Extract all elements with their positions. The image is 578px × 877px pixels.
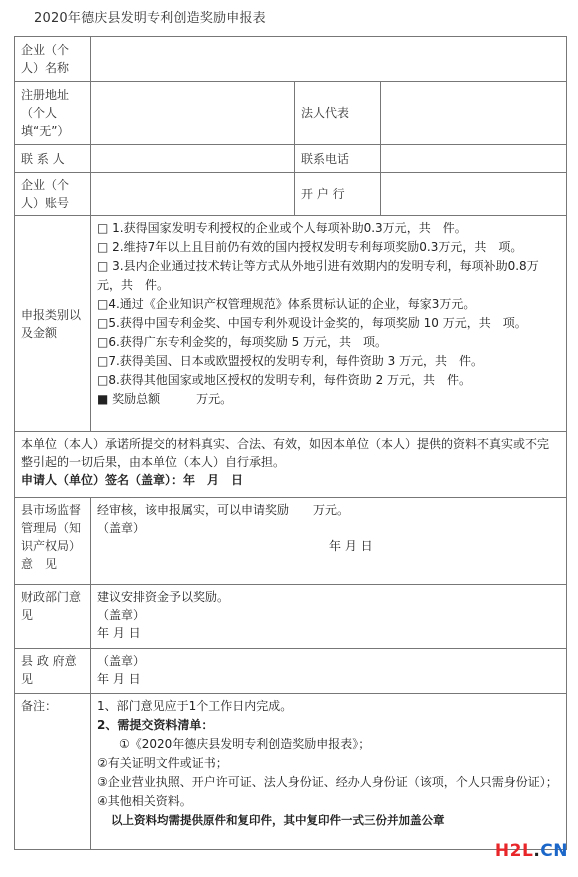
notes-label: 备注： [15,694,91,850]
finance-opinion-cell [91,585,567,649]
note-item-1: 1、部门意见应于1个工作日内完成。 [97,699,293,713]
pledge-cell [15,432,567,498]
category-item-5[interactable]: □5.获得中国专利金奖、中国专利外观设计金奖的，每项奖励 10 万元，共 项。 [97,316,527,330]
category-list [91,216,567,432]
note-item-4: ②有关证明文件或证书； [97,756,228,770]
watermark-part-1: H2L [494,841,534,861]
government-label: 县 政 府意 见 [15,649,91,694]
market-label: 县市场监督管理局（知识产权局）意 见 [15,498,91,585]
phone-value[interactable] [381,145,567,173]
row-account [15,173,567,216]
row-categories [15,216,567,432]
address-value[interactable] [91,82,295,145]
form-title: 2020年德庆县发明专利创造奖励申报表 [34,11,266,26]
finance-label: 财政部门意 见 [15,585,91,649]
pledge-signature-line: 申请人（单位）签名（盖章）：年 月 日 [21,473,244,487]
bank-label: 开 户 行 [295,173,381,216]
category-item-7[interactable]: □7.获得美国、日本或欧盟授权的发明专利，每件资助 3 万元，共 件。 [97,354,484,368]
market-date: 年 月 日 [329,539,373,553]
address-label: 注册地址（个人填“无”） [15,82,91,145]
category-item-4[interactable]: □4.通过《企业知识产权管理规范》体系贯标认证的企业，每家3万元。 [97,297,476,311]
row-contact [15,145,567,173]
application-form-table [14,36,567,850]
category-label: 申报类别以及金额 [15,216,91,432]
category-item-3[interactable]: □ 3.县内企业通过技术转让等方式从外地引进有效期内的发明专利，每项补助0.8万元，共 件。 [97,259,539,292]
market-opinion-text: 经审核，该申报属实，可以申请奖励 万元。 [97,503,350,517]
category-item-2[interactable]: □ 2.维持7年以上且目前仍有效的国内授权发明专利每项奖励0.3万元，共 项。 [97,240,523,254]
applicant-name-value[interactable] [91,37,567,82]
category-item-8[interactable]: □8.获得其他国家或地区授权的发明专利，每件资助 2 万元，共 件。 [97,373,472,387]
finance-seal: （盖章） [97,608,146,622]
note-item-5: ③企业营业执照、开户许可证、法人身份证、经办人身份证（该项，个人只需身份证）； [97,775,558,789]
finance-date: 年 月 日 [97,626,141,640]
row-finance-opinion [15,585,567,649]
category-total: ■ 奖励总额 万元。 [97,392,233,406]
watermark-part-3: CN [540,841,568,861]
row-government-opinion [15,649,567,694]
row-notes [15,694,567,850]
site-watermark [495,841,568,861]
row-market-opinion [15,498,567,585]
notes-cell [91,694,567,850]
category-item-6[interactable]: □6.获得广东专利金奖的，每项奖励 5 万元，共 项。 [97,335,388,349]
note-item-7: 以上资料均需提供原件和复印件，其中复印件一式三份并加盖公章 [111,813,445,827]
finance-opinion-text: 建议安排资金予以奖励。 [97,590,230,604]
note-item-2: 2、需提交资料清单： [97,718,214,732]
account-label: 企业（个人）账号 [15,173,91,216]
market-seal: （盖章） [97,521,146,535]
government-date: 年 月 日 [97,672,141,686]
row-pledge [15,432,567,498]
watermark-dot: . [533,841,541,861]
account-value[interactable] [91,173,295,216]
contact-label: 联 系 人 [15,145,91,173]
phone-label: 联系电话 [295,145,381,173]
legal-rep-label: 法人代表 [295,82,381,145]
bank-value[interactable] [381,173,567,216]
note-item-6: ④其他相关资料。 [97,794,192,808]
government-opinion-cell [91,649,567,694]
row-address [15,82,567,145]
row-applicant-name [15,37,567,82]
category-item-1[interactable]: □ 1.获得国家发明专利授权的企业或个人每项补助0.3万元，共 件。 [97,221,467,235]
contact-value[interactable] [91,145,295,173]
government-seal: （盖章） [97,654,146,668]
legal-rep-value[interactable] [381,82,567,145]
note-item-3: ①《2020年德庆县发明专利创造奖励申报表》； [119,737,371,751]
market-opinion-cell [91,498,567,585]
pledge-text: 本单位（本人）承诺所提交的材料真实、合法、有效，如因本单位（本人）提供的资料不真实或不完整引起的一切后果，由本单位（本人）自行承担。 [21,437,550,469]
applicant-name-label: 企业（个人）名称 [15,37,91,82]
